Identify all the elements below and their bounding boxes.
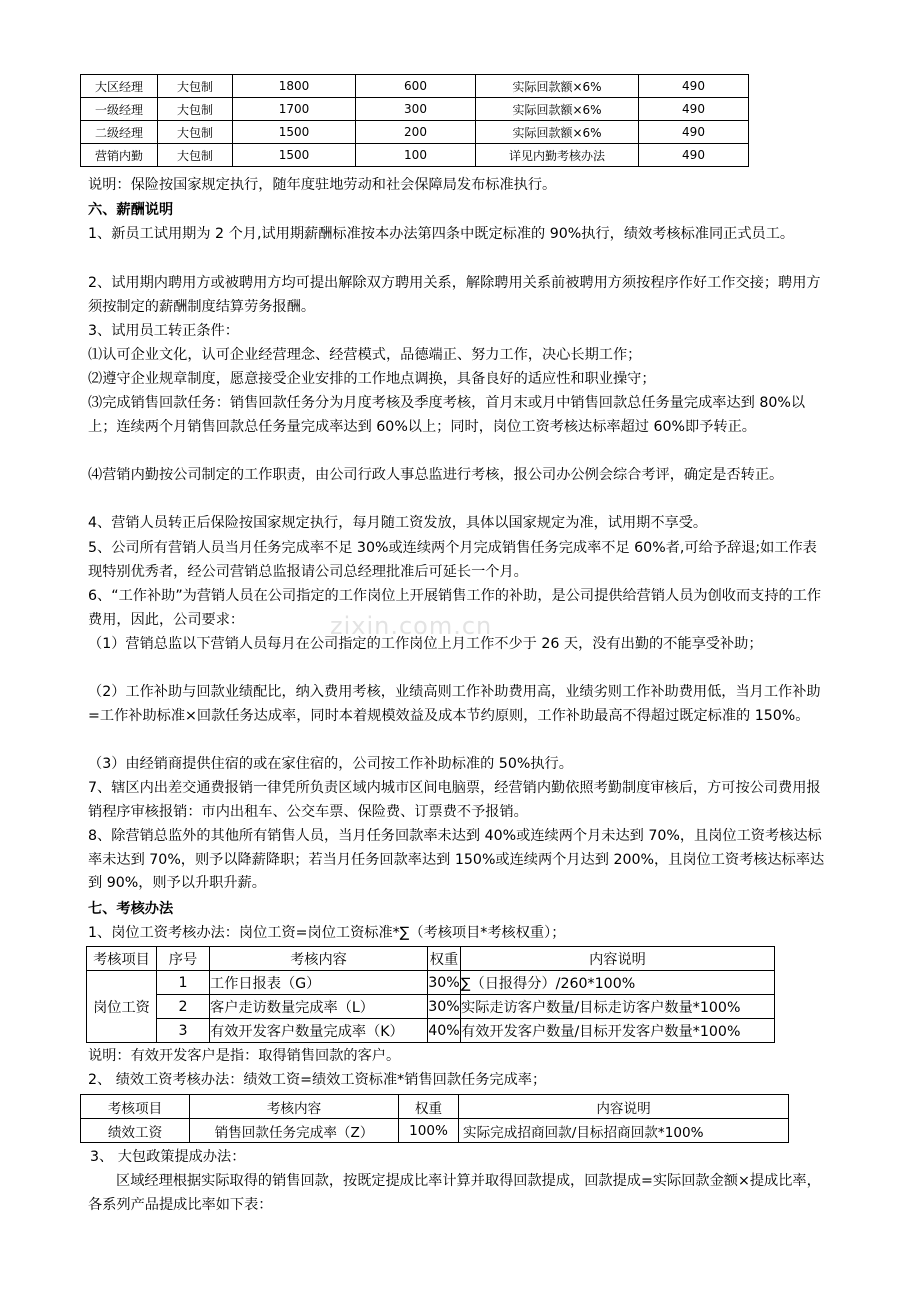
- table-row: [81, 98, 749, 121]
- table-cell: 1500: [233, 121, 356, 144]
- paragraph: 6、“工作补助”为营销人员在公司指定的工作岗位上开展销售工作的补助，是公司提供给营销人员为创收而支持的工作费用，因此，公司要求：: [88, 588, 822, 628]
- table-header-cell: 考核项目: [81, 1095, 190, 1119]
- table-cell: 销售回款任务完成率（Z）: [190, 1119, 399, 1143]
- table-cell: 490: [639, 75, 749, 98]
- table-cell: 大包制: [158, 98, 233, 121]
- paragraph: 8、除营销总监外的其他所有销售人员，当月任务回款率未达到 40%或连续两个月未达到 70%，且岗位工资考核达标率未达到 70%，则予以降薪降职；若当月任务回款率达到 150%或连续两个月达到 200%，且岗位工资考核达标率达到 90%，则予以升职升薪。: [88, 828, 825, 891]
- paragraph: 1、新员工试用期为 2 个月,试用期薪酬标准按本办法第四条中既定标准的 90%执行，绩效考核标准同正式员工。: [88, 226, 795, 242]
- paragraph: ⑵遵守企业规章制度，愿意接受企业安排的工作地点调换，具备良好的适应性和职业操守；: [88, 371, 656, 387]
- table-row: [81, 144, 749, 167]
- section-heading-assessment: 七、考核办法: [88, 901, 174, 917]
- paragraph: 3、试用员工转正条件：: [88, 323, 239, 339]
- paragraph: （1）营销总监以下营销人员每月在公司指定的工作岗位上月工作不少于 26 天，没有出勤的不能享受补助；: [88, 636, 763, 652]
- table-cell: 大区经理: [81, 75, 158, 98]
- table-cell: 200: [356, 121, 476, 144]
- table-cell: 大包制: [158, 144, 233, 167]
- table-cell: 30%: [428, 971, 461, 995]
- table-cell: 100%: [399, 1119, 459, 1143]
- paragraph: 1、岗位工资考核办法：岗位工资=岗位工资标准*∑（考核项目*考核权重）；: [88, 925, 566, 941]
- paragraph: 3、 大包政策提成办法：: [90, 1149, 246, 1165]
- table-cell: 大包制: [158, 121, 233, 144]
- table-header-cell: 考核项目: [87, 947, 157, 971]
- table-header-cell: 内容说明: [461, 947, 775, 971]
- table-cell: 营销内勤: [81, 144, 158, 167]
- table-cell: 实际回款额×6%: [476, 98, 639, 121]
- table-header-cell: 考核内容: [190, 1095, 399, 1119]
- insurance-note: 说明：保险按国家规定执行，随年度驻地劳动和社会保障局发布标准执行。: [88, 177, 557, 193]
- table-cell: 实际回款额×6%: [476, 121, 639, 144]
- table-row: [81, 121, 749, 144]
- table-header-cell: 序号: [157, 947, 210, 971]
- table-cell: 二级经理: [81, 121, 158, 144]
- table-cell: 300: [356, 98, 476, 121]
- paragraph: ⑶完成销售回款任务：销售回款任务分为月度考核及季度考核，首月末或月中销售回款总任务量完成率达到 80%以上；连续两个月销售回款总任务量完成率达到 60%以上；同时，岗位工资考核达标率超过 60%即予转正。: [88, 395, 806, 435]
- table-row: [87, 971, 775, 995]
- table-header-row: [81, 1095, 789, 1119]
- table-header-cell: 考核内容: [210, 947, 428, 971]
- table-cell: 实际走访客户数量/目标走访客户数量*100%: [461, 995, 775, 1019]
- paragraph: 7、辖区内出差交通费报销一律凭所负责区域内城市区间电脑票，经营销内勤依照考勤制度审核后，方可按公司费用报销程序审核报销：市内出租车、公交车票、保险费、订票费不予报销。: [88, 780, 821, 820]
- paragraph: 区域经理根据实际取得的销售回款，按既定提成比率计算并取得回款提成，回款提成=实际回款金额×提成比率，各系列产品提成比率如下表：: [88, 1173, 821, 1213]
- table-cell: 1700: [233, 98, 356, 121]
- table-cell: 490: [639, 144, 749, 167]
- table-header-row: [87, 947, 775, 971]
- table-cell: 100: [356, 144, 476, 167]
- table-cell: 30%: [428, 995, 461, 1019]
- paragraph: 5、公司所有营销人员当月任务完成率不足 30%或连续两个月完成销售任务完成率不足 60%者,可给予辞退;如工作表现特别优秀者，经公司营销总监报请公司总经理批准后可延长一个月。: [88, 540, 817, 580]
- table-cell: 详见内勤考核办法: [476, 144, 639, 167]
- table-cell: 一级经理: [81, 98, 158, 121]
- paragraph: 2、 绩效工资考核办法：绩效工资=绩效工资标准*销售回款任务完成率；: [88, 1072, 547, 1088]
- table-cell: 3: [157, 1019, 210, 1043]
- salary-table: [80, 74, 749, 167]
- table-header-cell: 权重: [399, 1095, 459, 1119]
- table-cell: 40%: [428, 1019, 461, 1043]
- table-cell: 工作日报表（G）: [210, 971, 428, 995]
- table-cell: 大包制: [158, 75, 233, 98]
- paragraph: 2、试用期内聘用方或被聘用方均可提出解除双方聘用关系，解除聘用关系前被聘用方须按程序作好工作交接；聘用方须按制定的薪酬制度结算劳务报酬。: [88, 275, 821, 315]
- paragraph: （3）由经销商提供住宿的或在家住宿的，公司按工作补助标准的 50%执行。: [88, 756, 573, 772]
- position-salary-table: [86, 946, 775, 1043]
- paragraph: ⑷营销内勤按公司制定的工作职责，由公司行政人事总监进行考核，报公司办公例会综合考评，确定是否转正。: [88, 467, 784, 483]
- table-cell: 客户走访数量完成率（L）: [210, 995, 428, 1019]
- table-header-cell: 权重: [428, 947, 461, 971]
- watermark: zixin.com.cn: [330, 612, 493, 640]
- paragraph: 4、营销人员转正后保险按国家规定执行，每月随工资发放，具体以国家规定为准，试用期不享受。: [88, 515, 708, 531]
- table-cell: 1: [157, 971, 210, 995]
- table-cell: 1500: [233, 144, 356, 167]
- paragraph: （2）工作补助与回款业绩配比，纳入费用考核，业绩高则工作补助费用高，业绩劣则工作补助费用低，当月工作补助=工作补助标准×回款任务达成率，同时本着规模效益及成本节约原则，工作补助最高不得超过既定标准的 150%。: [88, 684, 821, 724]
- table-cell: 600: [356, 75, 476, 98]
- section-heading-salary: 六、薪酬说明: [88, 202, 174, 218]
- table-cell: ∑（日报得分）/260*100%: [461, 971, 775, 995]
- table-cell: 2: [157, 995, 210, 1019]
- table-cell: 有效开发客户数量/目标开发客户数量*100%: [461, 1019, 775, 1043]
- table-cell: 490: [639, 121, 749, 144]
- table-header-cell: 内容说明: [459, 1095, 789, 1119]
- table-row: [81, 1119, 789, 1143]
- paragraph: 说明：有效开发客户是指：取得销售回款的客户。: [88, 1048, 401, 1064]
- table-cell: 有效开发客户数量完成率（K）: [210, 1019, 428, 1043]
- table-cell: 岗位工资: [87, 971, 157, 1043]
- table-cell: 1800: [233, 75, 356, 98]
- table-cell: 490: [639, 98, 749, 121]
- table-cell: 绩效工资: [81, 1119, 190, 1143]
- paragraph: ⑴认可企业文化，认可企业经营理念、经营模式，品德端正、努力工作，决心长期工作；: [88, 347, 642, 363]
- table-cell: 实际回款额×6%: [476, 75, 639, 98]
- table-cell: 实际完成招商回款/目标招商回款*100%: [459, 1119, 789, 1143]
- performance-salary-table: [80, 1094, 789, 1143]
- table-row: [87, 1019, 775, 1043]
- table-row: [81, 75, 749, 98]
- table-row: [87, 995, 775, 1019]
